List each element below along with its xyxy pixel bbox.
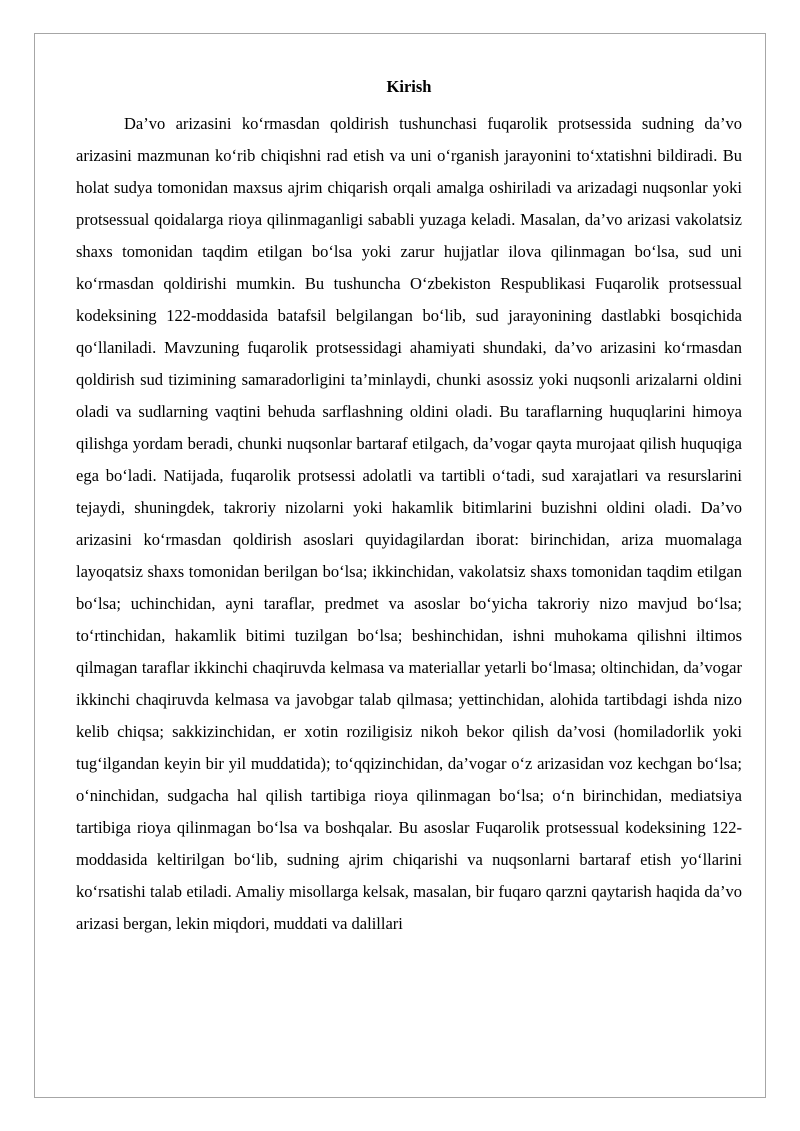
body-paragraph: Da’vo arizasini ko‘rmasdan qoldirish tushunchasi fuqarolik protsessida sudning da’vo arizasini mazmunan ko‘rib chiqishni rad etish va uni o‘rganish jarayonini to‘xtatishni bildiradi. Bu holat sudya tomonidan maxsus ajrim chiqarish orqali amalga oshiriladi va arizadagi nuqsonlar yoki protsessual qoidalarga rioya qilinmaganligi sababli yuzaga keladi. Masalan, da’vo arizasi vakolatsiz shaxs tomonidan taqdim etilgan bo‘lsa yoki zarur hujjatlar ilova qilinmagan bo‘lsa, sud uni ko‘rmasdan qoldirishi mumkin. Bu tushuncha O‘zbekiston Respublikasi Fuqarolik protsessual kodeksining 122-moddasida batafsil belgilangan bo‘lib, sud jarayonining dastlabki bosqichida qo‘llaniladi. Mavzuning fuqarolik protsessidagi ahamiyati shundaki, da’vo arizasini ko‘rmasdan qoldirish sud tizimining samaradorligini ta’minlaydi, chunki asossiz yoki nuqsonli arizalarni oldini oladi va sudlarning vaqtini behuda sarflashning oldini oladi. Bu taraflarning huquqlarini himoya qilishga yordam beradi, chunki nuqsonlar bartaraf etilgach, da’vogar qayta murojaat qilish huquqiga ega bo‘ladi. Natijada, fuqarolik protsessi adolatli va tartibli o‘tadi, sud xarajatlari va resurslarini tejaydi, shuningdek, takroriy nizolarni yoki hakamlik bitimlarini buzishni oldini oladi. Da’vo arizasini ko‘rmasdan qoldirish asoslari quyidagilardan iborat: birinchidan, ariza muomalaga layoqatsiz shaxs tomonidan berilgan bo‘lsa; ikkinchidan, vakolatsiz shaxs tomonidan taqdim etilgan bo‘lsa; uchinchidan, ayni taraflar, predmet va asoslar bo‘yicha takroriy nizo mavjud bo‘lsa; to‘rtinchidan, hakamlik bitimi tuzilgan bo‘lsa; beshinchidan, ishni muhokama qilishni iltimos qilmagan taraflar ikkinchi chaqiruvda kelmasa va materiallar yetarli bo‘lmasa; oltinchidan, da’vogar ikkinchi chaqiruvda kelmasa va javobgar talab qilmasa; yettinchidan, alohida tartibdagi ishda nizo kelib chiqsa; sakkizinchidan, er xotin roziligisiz nikoh bekor qilish da’vosi (homiladorlik yoki tug‘ilgandan keyin bir yil muddatida); to‘qqizinchidan, da’vogar o‘z arizasidan voz kechgan bo‘lsa; o‘ninchidan, sudgacha hal qilish tartibiga rioya qilinmagan bo‘lsa; o‘n birinchidan, mediatsiya tartibiga rioya qilinmagan bo‘lsa va boshqalar. Bu asoslar Fuqarolik protsessual kodeksining 122-moddasida keltirilgan bo‘lib, sudning ajrim chiqarishi va nuqsonlarni bartaraf etish yo‘llarini ko‘rsatishi talab etiladi. Amaliy misollarga kelsak, masalan, bir fuqaro qarzni qaytarish haqida da’vo arizasi bergan, lekin miqdori, muddati va dalillari	[76, 114, 742, 933]
document-body	[76, 77, 742, 940]
document-title: Kirish	[386, 77, 432, 96]
